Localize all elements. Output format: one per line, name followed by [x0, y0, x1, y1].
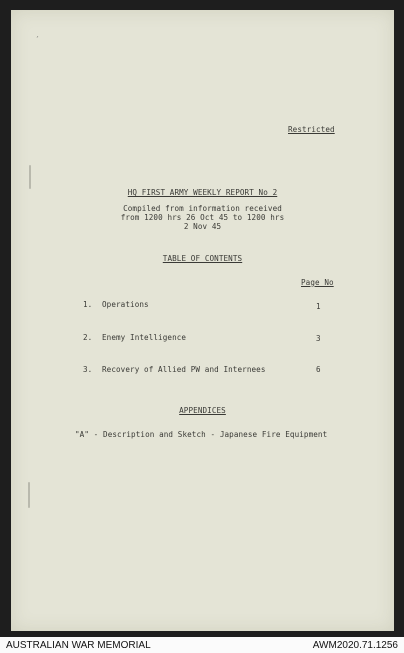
subtitle-line-2: from 1200 hrs 26 Oct 45 to 1200 hrs	[120, 213, 285, 222]
classification-label: Restricted	[288, 125, 335, 134]
toc-num-1: 1.	[83, 300, 93, 309]
toc-label-2: Enemy Intelligence	[102, 333, 187, 342]
page-no-heading: Page No	[301, 278, 334, 287]
toc-label-3: Recovery of Allied PW and Internees	[102, 365, 266, 374]
staple-hole-top	[29, 165, 31, 189]
subtitle-line-3: 2 Nov 45	[183, 222, 222, 231]
report-title: HQ FIRST ARMY WEEKLY REPORT No 2	[127, 188, 278, 197]
toc-num-2: 2.	[83, 333, 93, 342]
footer-accession-number: AWM2020.71.1256	[312, 640, 398, 651]
toc-page-2: 3	[316, 334, 321, 343]
subtitle-line-1: Compiled from information received	[123, 204, 282, 213]
pen-mark: ´	[35, 36, 40, 44]
appendices-heading: APPENDICES	[179, 406, 226, 415]
toc-page-1: 1	[316, 302, 321, 311]
archive-footer	[0, 637, 404, 653]
document-page	[11, 10, 394, 631]
staple-hole-bottom	[28, 482, 30, 508]
footer-institution: AUSTRALIAN WAR MEMORIAL	[6, 640, 151, 651]
appendix-line: "A" - Description and Sketch - Japanese Fire Equipment	[75, 430, 328, 439]
toc-heading: TABLE OF CONTENTS	[162, 254, 243, 263]
toc-page-3: 6	[316, 365, 321, 374]
toc-num-3: 3.	[83, 365, 93, 374]
toc-label-1: Operations	[102, 300, 149, 309]
